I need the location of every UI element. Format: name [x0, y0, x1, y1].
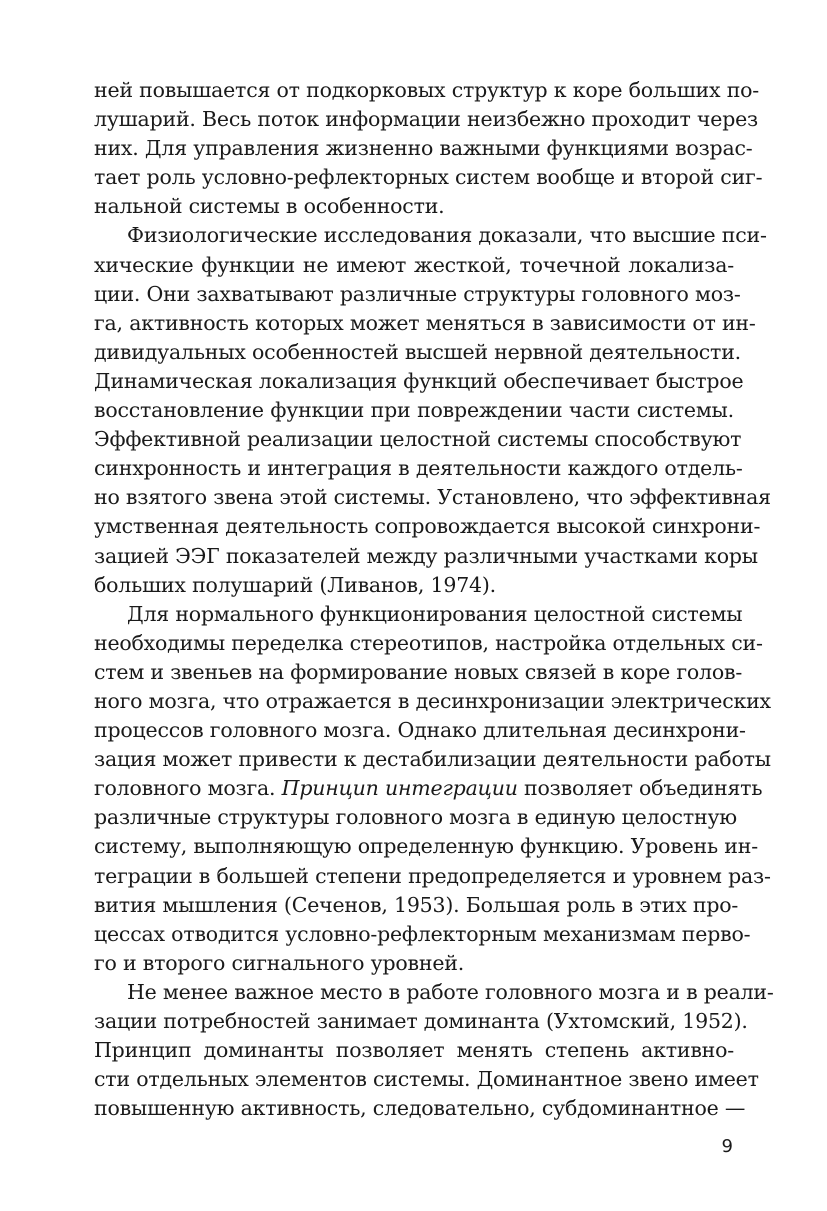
text-line: больших полушарий (Ливанов, 1974). — [94, 572, 496, 597]
text-line: зация может привести к дестабилизации деятельности работы — [94, 747, 771, 772]
text-line: зации потребностей занимает доминанта (Ухтомский, 1952). — [94, 1009, 748, 1033]
text-line-with-italic — [94, 774, 763, 803]
text-line: систему, выполняющую определенную функцию. Уровень ин- — [94, 834, 758, 859]
text-line: Динамическая локализация функций обеспечивает быстрое — [94, 368, 744, 393]
text-line: необходимы переделка стереотипов, настройка отдельных си- — [94, 630, 763, 655]
text-line: различные структуры головного мозга в единую целостную — [94, 805, 737, 830]
text-line: Эффективной реализации целостной системы способствуют — [94, 427, 742, 452]
body-text — [94, 76, 774, 1123]
text-line: стем и звеньев на формирование новых связей в коре голов- — [94, 659, 743, 684]
text-line: тает роль условно-рефлекторных систем вообще и второй сиг- — [94, 165, 763, 190]
text-line: га, активность которых может меняться в зависимости от ин- — [94, 310, 756, 335]
text-line: дивидуальных особенностей высшей нервной деятельности. — [94, 339, 741, 364]
text-line: процессов головного мозга. Однако длительная десинхрони- — [94, 718, 746, 743]
page-number: 9 — [721, 1136, 733, 1157]
text-line: но взятого звена этой системы. Установлено, что эффективная — [94, 485, 771, 510]
italic-term-integration-principle: Принцип интеграции — [281, 776, 518, 801]
text-line: Принцип доминанты позволяет менять степень активно- — [94, 1038, 734, 1063]
text-line: го и второго сигнального уровней. — [94, 950, 465, 975]
text-line: вития мышления (Сеченов, 1953). Большая роль в этих про- — [94, 892, 739, 917]
text-line: восстановление функции при повреждении части системы. — [94, 398, 734, 423]
paragraph-1 — [94, 76, 763, 221]
paragraph-2 — [94, 221, 771, 599]
text-line: ней повышается от подкорковых структур к коре больших по- — [94, 78, 760, 102]
text-line: цессах отводится условно-рефлекторным механизмам перво- — [94, 921, 751, 946]
text-line: сти отдельных элементов системы. Доминантное звено имеет — [94, 1067, 759, 1092]
text-line: повышенную активность, следовательно, субдоминантное — — [94, 1096, 746, 1121]
text-line: лушарий. Весь поток информации неизбежно проходит через — [94, 107, 759, 132]
text-line: нальной системы в особенности. — [94, 194, 445, 219]
text-line: теграции в большей степени предопределяется и уровнем раз- — [94, 863, 771, 888]
text-line: зацией ЭЭГ показателей между различными участками коры — [94, 543, 758, 568]
text-run: головного мозга. — [94, 776, 282, 801]
text-line: Для нормального функционирования целостной системы — [127, 601, 743, 626]
text-line: ции. Они захватывают различные структуры головного моз- — [94, 281, 741, 306]
text-line: синхронность и интеграция в деятельности каждого отдель- — [94, 456, 743, 481]
text-line: Физиологические исследования доказали, что высшие пси- — [127, 223, 767, 248]
paragraph-4 — [94, 978, 774, 1123]
text-line: умственная деятельность сопровождается высокой синхрони- — [94, 514, 761, 539]
text-line: Не менее важное место в работе головного мозга и в реали- — [127, 979, 774, 1004]
text-line: ного мозга, что отражается в десинхронизации электрических — [94, 688, 771, 713]
paragraph-3 — [94, 600, 771, 978]
text-line: хические функции не имеют жесткой, точечной локализа- — [94, 252, 734, 277]
text-run: позволяет объединять — [517, 776, 763, 801]
text-line: них. Для управления жизненно важными функциями возрас- — [94, 136, 753, 161]
